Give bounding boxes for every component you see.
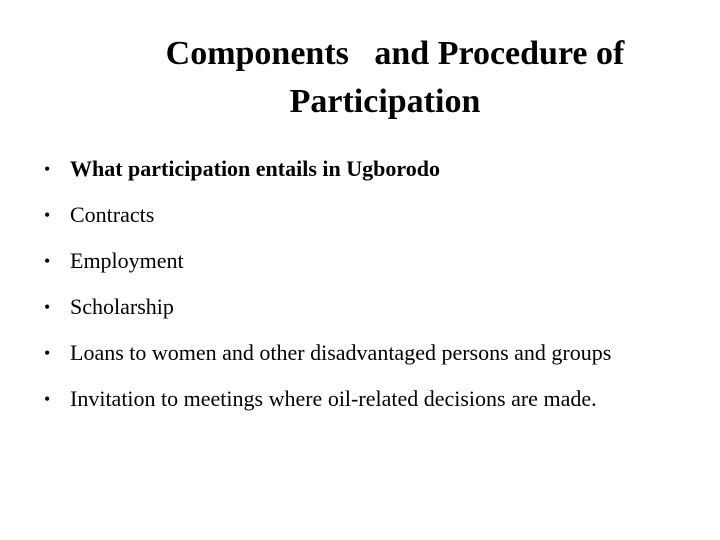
bullet-text: Loans to women and other disadvantaged persons and groups (70, 340, 612, 365)
bullet-text: Contracts (70, 202, 155, 227)
bullet-item (44, 290, 672, 324)
bullet-text: Scholarship (70, 294, 174, 319)
bullet-item (44, 382, 672, 416)
title-line-1: Components and Procedure of (165, 35, 625, 72)
title-line-2: Participation (289, 83, 481, 120)
bullet-item (44, 152, 672, 186)
slide-title (60, 30, 710, 126)
bullet-item (44, 198, 672, 232)
bullet-icon: • (44, 343, 51, 363)
bullet-icon: • (44, 205, 51, 225)
bullet-list (44, 152, 672, 428)
bullet-item (44, 336, 672, 370)
bullet-item (44, 244, 672, 278)
bullet-text: What participation entails in Ugborodo (70, 156, 440, 181)
bullet-text: Employment (70, 248, 184, 273)
bullet-icon: • (44, 297, 51, 317)
bullet-icon: • (44, 159, 51, 179)
bullet-icon: • (44, 251, 51, 271)
bullet-icon: • (44, 389, 51, 409)
bullet-text: Invitation to meetings where oil-related decisions are made. (70, 386, 597, 411)
